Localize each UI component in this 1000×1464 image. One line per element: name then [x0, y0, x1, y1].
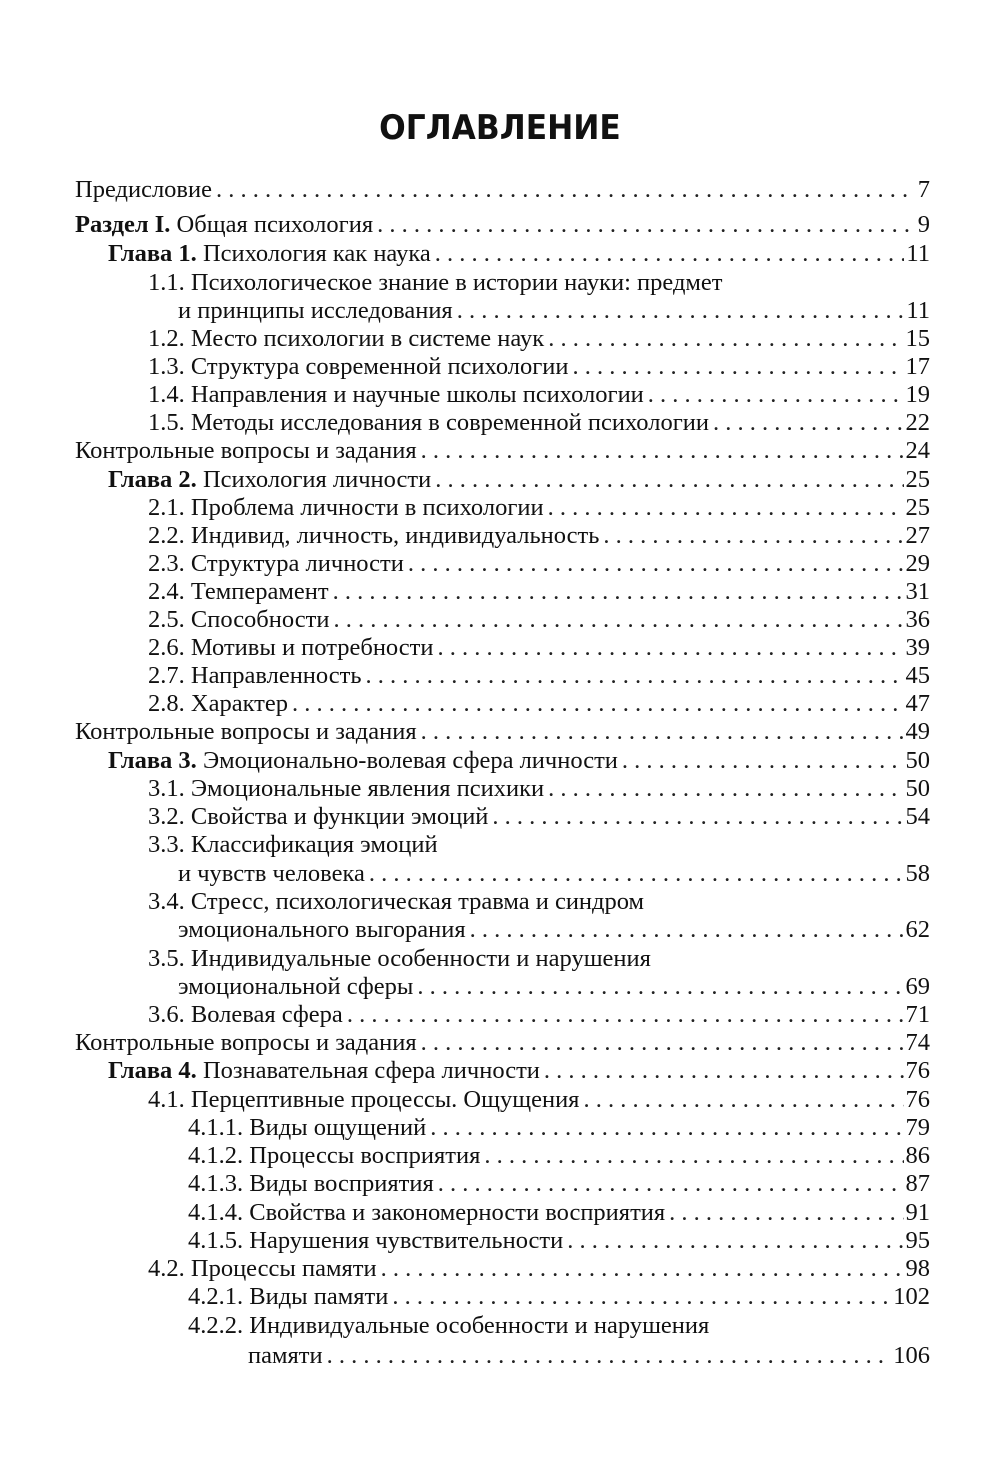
toc-entry-page-number: 98	[905, 1255, 930, 1282]
toc-entry-page-number: 50	[905, 775, 930, 802]
toc-entry-label	[148, 634, 433, 662]
toc-entry-page-number: 31	[905, 578, 930, 605]
toc-entry	[0, 1199, 930, 1227]
toc-entry	[0, 297, 930, 325]
toc-entry-title: эмоционального выгорания	[178, 916, 466, 943]
toc-entry	[0, 1142, 930, 1170]
toc-entry-title: Способности	[190, 606, 330, 633]
toc-entry-label	[108, 466, 431, 494]
toc-entry-label	[178, 973, 413, 1001]
toc-entry-title: Методы исследования в современной психологии	[190, 409, 709, 436]
dot-leader	[366, 662, 904, 690]
toc-entry-label	[148, 803, 488, 831]
toc-entry-label	[188, 1283, 388, 1311]
toc-entry-label	[75, 437, 417, 465]
toc-entry	[0, 775, 930, 803]
toc-entry-number: 4.1.5.	[188, 1227, 244, 1254]
toc-entry-title: Темперамент	[190, 578, 329, 605]
toc-entry	[0, 945, 930, 973]
toc-entry-page-number: 102	[893, 1283, 930, 1310]
toc-entry-page-number: 106	[893, 1342, 930, 1369]
dot-leader	[548, 325, 903, 353]
toc-entry-title: Направления и научные школы психологии	[190, 381, 644, 408]
toc-entry	[0, 381, 930, 409]
toc-entry-number: 4.2.	[148, 1255, 185, 1282]
dot-leader	[430, 1114, 903, 1142]
toc-entry-page-number: 49	[905, 718, 930, 745]
toc-entry	[0, 494, 930, 522]
toc-entry-number: 2.4.	[148, 578, 185, 605]
toc-entry-title: Общая психология	[176, 211, 374, 238]
toc-entry	[0, 269, 930, 297]
toc-entry-number: Глава 4.	[108, 1057, 197, 1084]
toc-entry-label	[148, 578, 329, 606]
toc-entry	[0, 747, 930, 775]
toc-entry-label	[148, 662, 362, 690]
toc-entry-title: эмоциональной сферы	[178, 973, 414, 1000]
toc-entry-number: 3.5.	[148, 945, 185, 972]
toc-entry-label	[178, 860, 365, 888]
toc-entry-label	[148, 775, 544, 803]
dot-leader	[327, 1342, 892, 1370]
toc-entry-number: 3.2.	[148, 803, 185, 830]
dot-leader	[381, 1255, 904, 1283]
toc-entry-title: Свойства и закономерности восприятия	[249, 1199, 666, 1226]
toc-entry	[0, 803, 930, 831]
toc-entry-number: 3.4.	[148, 888, 185, 915]
toc-entry-title: Контрольные вопросы и задания	[75, 1029, 417, 1056]
dot-leader	[669, 1199, 903, 1227]
toc-entry-title: Мотивы и потребности	[190, 634, 434, 661]
toc-entry-page-number: 11	[906, 240, 930, 267]
dot-leader	[408, 550, 904, 578]
dot-leader	[421, 437, 904, 465]
toc-entry-label	[148, 1255, 377, 1283]
toc-entry-label	[108, 1057, 540, 1085]
toc-entry-page-number: 54	[905, 803, 930, 830]
toc-entry-page-number: 24	[905, 437, 930, 464]
toc-entry-title: Индивидуальные особенности и нарушения	[190, 945, 651, 972]
toc-entry-title: Индивидуальные особенности и нарушения	[249, 1312, 710, 1339]
toc-entry-title: Контрольные вопросы и задания	[75, 718, 417, 745]
dot-leader	[544, 1057, 904, 1085]
toc-entry-title: Эмоционально-волевая сфера личности	[202, 747, 618, 774]
toc-entry-page-number: 45	[905, 662, 930, 689]
dot-leader	[548, 775, 903, 803]
toc-entry	[0, 1057, 930, 1085]
toc-entry-page-number: 22	[905, 409, 930, 436]
dot-leader	[713, 409, 904, 437]
toc-entry-page-number: 58	[905, 860, 930, 887]
dot-leader	[292, 690, 904, 718]
toc-entry-page-number: 11	[906, 297, 930, 324]
page-title: ОГЛАВЛЕНИЕ	[379, 108, 621, 148]
toc-entry-number: 2.7.	[148, 662, 185, 689]
dot-leader	[438, 1170, 904, 1198]
toc-entry	[0, 409, 930, 437]
toc-entry-title: Проблема личности в психологии	[190, 494, 544, 521]
toc-entry-page-number: 47	[905, 690, 930, 717]
toc-entry-page-number: 62	[905, 916, 930, 943]
toc-entry	[0, 718, 930, 746]
toc-entry-title: Виды восприятия	[249, 1170, 434, 1197]
toc-entry-page-number: 76	[905, 1086, 930, 1113]
toc-entry-number: 1.5.	[148, 409, 185, 436]
toc-entry	[0, 353, 930, 381]
toc-entry-page-number: 69	[905, 973, 930, 1000]
toc-entry	[0, 916, 930, 944]
toc-entry-number: 4.1.3.	[188, 1170, 244, 1197]
toc-entry	[0, 1227, 930, 1255]
toc-entry-label	[188, 1170, 434, 1198]
toc-entry-number: Глава 1.	[108, 240, 197, 267]
toc-entry-number: Глава 3.	[108, 747, 197, 774]
toc-entry-label	[75, 176, 212, 204]
dot-leader	[377, 211, 910, 239]
toc-entry-page-number: 19	[905, 381, 930, 408]
toc-entry	[0, 578, 930, 606]
toc-entry-page-number: 15	[905, 325, 930, 352]
toc-entry-page-number: 74	[905, 1029, 930, 1056]
toc-entry-label	[108, 240, 431, 268]
toc-entry-label	[248, 1342, 323, 1370]
toc-entry-page-number: 71	[905, 1001, 930, 1028]
toc-entry-label	[148, 494, 544, 522]
toc-entry-title: Место психологии в системе наук	[190, 325, 545, 352]
toc-entry-label	[178, 916, 466, 944]
toc-entry-title: Характер	[190, 690, 288, 717]
toc-entry-number: Глава 2.	[108, 466, 197, 493]
dot-leader	[421, 1029, 904, 1057]
toc-entry-label	[188, 1142, 480, 1170]
dot-leader	[347, 1001, 904, 1029]
toc-entry-title: Виды памяти	[249, 1283, 389, 1310]
dot-leader	[484, 1142, 903, 1170]
dot-leader	[435, 240, 905, 268]
toc-entry	[0, 437, 930, 465]
toc-entry	[0, 1086, 930, 1114]
toc-entry-number: 1.3.	[148, 353, 185, 380]
toc-entry-label	[75, 1029, 417, 1057]
toc-entry-number: 4.1.1.	[188, 1114, 244, 1141]
toc-entry-number: 2.5.	[148, 606, 185, 633]
toc-entry	[0, 466, 930, 494]
toc-entry-number: 1.4.	[148, 381, 185, 408]
toc-entry-label	[188, 1199, 665, 1227]
dot-leader	[583, 1086, 903, 1114]
toc-entry-label	[148, 353, 569, 381]
toc-entry-number: 2.3.	[148, 550, 185, 577]
toc-entry-title: и чувств человека	[178, 860, 365, 887]
toc-entry	[0, 634, 930, 662]
toc-entry-number: 3.6.	[148, 1001, 185, 1028]
toc-entry-page-number: 36	[905, 606, 930, 633]
toc-entry-label	[148, 409, 709, 437]
toc-entry	[0, 550, 930, 578]
toc-entry	[0, 1255, 930, 1283]
dot-leader	[622, 747, 904, 775]
toc-entry	[0, 325, 930, 353]
toc-entry-title: Процессы восприятия	[249, 1142, 481, 1169]
toc-entry-label	[188, 1227, 563, 1255]
toc-entry-title: Перцептивные процессы. Ощущения	[190, 1086, 580, 1113]
toc-entry-label	[178, 297, 453, 325]
toc-entry-label	[148, 1086, 579, 1114]
toc-entry-number: 4.1.2.	[188, 1142, 244, 1169]
toc-entry-number: 3.3.	[148, 831, 185, 858]
toc-entry-label	[148, 550, 404, 578]
toc-entry-label	[75, 718, 417, 746]
toc-entry-title: памяти	[248, 1342, 323, 1369]
toc-entry	[0, 1029, 930, 1057]
toc-entry-page-number: 7	[917, 176, 930, 203]
toc-entry-number: 4.2.2.	[188, 1312, 244, 1339]
dot-leader	[457, 297, 905, 325]
toc-entry	[0, 1283, 930, 1311]
toc-entry	[0, 1001, 930, 1029]
toc-entry-title: Познавательная сфера личности	[202, 1057, 540, 1084]
toc-entry	[0, 1114, 930, 1142]
toc-entry	[0, 606, 930, 634]
toc-entry-title: Индивид, личность, индивидуальность	[190, 522, 600, 549]
toc-entry	[0, 1170, 930, 1198]
toc-entry-title: и принципы исследования	[178, 297, 453, 324]
dot-leader	[548, 494, 904, 522]
toc-entry-title: Свойства и функции эмоций	[190, 803, 489, 830]
toc-entry-label	[148, 945, 651, 973]
toc-entry-title: Структура современной психологии	[190, 353, 569, 380]
toc-entry-label	[148, 325, 544, 353]
toc-entry-title: Волевая сфера	[190, 1001, 343, 1028]
toc-entry-number: 4.2.1.	[188, 1283, 244, 1310]
toc-entry-title: Классификация эмоций	[190, 831, 438, 858]
toc-entry-number: 2.2.	[148, 522, 185, 549]
toc-entry-page-number: 95	[905, 1227, 930, 1254]
toc-entry-title: Психология как наука	[202, 240, 431, 267]
toc-entry-number: 4.1.4.	[188, 1199, 244, 1226]
toc-entry-number: 2.8.	[148, 690, 185, 717]
toc-entry	[0, 211, 930, 239]
toc-entry-label	[148, 1001, 343, 1029]
toc-entry-page-number: 79	[905, 1114, 930, 1141]
toc-entry	[0, 1342, 930, 1370]
toc-entry-number: Раздел I.	[75, 211, 171, 238]
toc-entry-number: 1.1.	[148, 269, 185, 296]
dot-leader	[421, 718, 904, 746]
toc-entry-page-number: 91	[905, 1199, 930, 1226]
toc-entry-title: Процессы памяти	[190, 1255, 377, 1282]
dot-leader	[392, 1283, 891, 1311]
toc-entry	[0, 240, 930, 268]
dot-leader	[417, 973, 903, 1001]
toc-entry-label	[148, 831, 438, 859]
toc-entry-page-number: 9	[917, 211, 930, 238]
toc-entry-title: Нарушения чувствительности	[249, 1227, 564, 1254]
toc-entry	[0, 176, 930, 204]
toc-entry-page-number: 27	[905, 522, 930, 549]
toc-entry	[0, 690, 930, 718]
toc-entry-number: 1.2.	[148, 325, 185, 352]
dot-leader	[333, 606, 903, 634]
toc-entry-title: Предисловие	[75, 176, 212, 203]
toc-entry-page-number: 76	[905, 1057, 930, 1084]
toc-entry-number: 4.1.	[148, 1086, 185, 1113]
toc-entry	[0, 831, 930, 859]
dot-leader	[492, 803, 903, 831]
dot-leader	[333, 578, 904, 606]
dot-leader	[603, 522, 903, 550]
toc-entry-number: 3.1.	[148, 775, 185, 802]
toc-entry-label	[188, 1114, 426, 1142]
toc-entry	[0, 1312, 930, 1340]
dot-leader	[437, 634, 903, 662]
toc-entry	[0, 522, 930, 550]
toc-entry-page-number: 39	[905, 634, 930, 661]
toc-entry-label	[108, 747, 618, 775]
toc-entry-label	[148, 606, 329, 634]
toc-entry-page-number: 25	[905, 494, 930, 521]
toc-entry-label	[75, 211, 373, 239]
toc-entry-title: Виды ощущений	[249, 1114, 427, 1141]
toc-entry-label	[148, 381, 644, 409]
dot-leader	[216, 176, 910, 204]
dot-leader	[369, 860, 904, 888]
toc-entry	[0, 888, 930, 916]
toc-entry-page-number: 86	[905, 1142, 930, 1169]
toc-entry	[0, 973, 930, 1001]
toc-entry-page-number: 25	[905, 466, 930, 493]
toc-entry	[0, 662, 930, 690]
toc-entry-title: Структура личности	[190, 550, 404, 577]
toc-entry-page-number: 87	[905, 1170, 930, 1197]
toc-entry-title: Стресс, психологическая травма и синдром	[190, 888, 645, 915]
toc-entry-page-number: 50	[905, 747, 930, 774]
dot-leader	[648, 381, 904, 409]
dot-leader	[470, 916, 904, 944]
toc-entry-number: 2.6.	[148, 634, 185, 661]
toc-entry-page-number: 29	[905, 550, 930, 577]
toc-entry-label	[148, 269, 723, 297]
toc-entry-page-number: 17	[905, 353, 930, 380]
toc-entry-label	[148, 690, 288, 718]
toc-entry-title: Психология личности	[202, 466, 432, 493]
toc-entry-number: 2.1.	[148, 494, 185, 521]
toc-entry-title: Контрольные вопросы и задания	[75, 437, 417, 464]
toc-entry-title: Психологическое знание в истории науки: предмет	[190, 269, 723, 296]
toc-entry	[0, 860, 930, 888]
dot-leader	[573, 353, 904, 381]
dot-leader	[435, 466, 903, 494]
toc-entry-title: Эмоциональные явления психики	[190, 775, 545, 802]
toc-entry-label	[188, 1312, 709, 1340]
toc-entry-label	[148, 888, 644, 916]
toc-entry-title: Направленность	[190, 662, 362, 689]
dot-leader	[567, 1227, 903, 1255]
toc-entry-label	[148, 522, 599, 550]
